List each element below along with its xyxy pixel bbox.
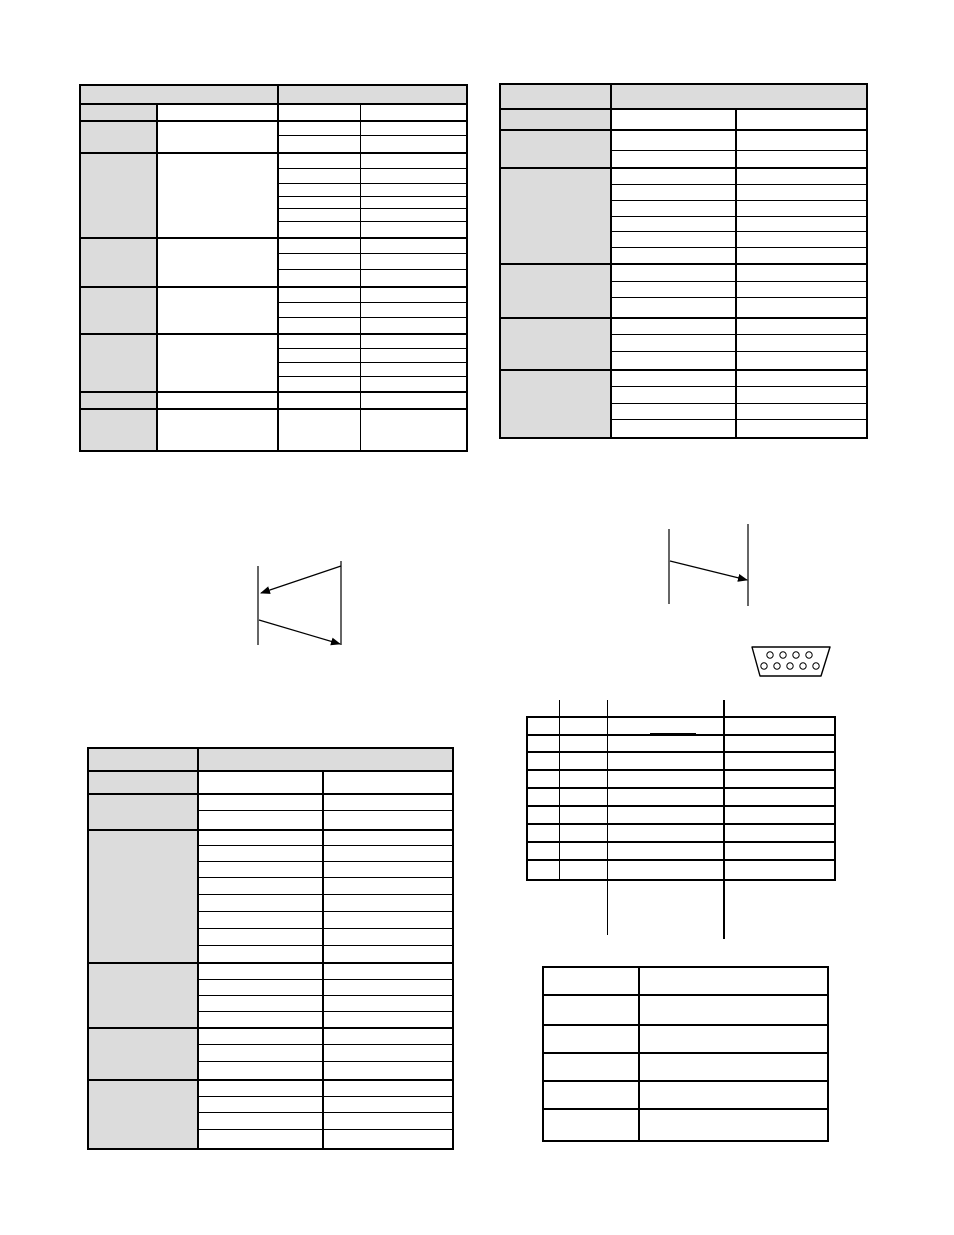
table-border — [526, 716, 836, 881]
timing-diagram-unidirectional — [669, 524, 748, 606]
table-border — [542, 966, 829, 1142]
db9-connector-icon — [752, 647, 830, 676]
table-border — [87, 747, 454, 1150]
